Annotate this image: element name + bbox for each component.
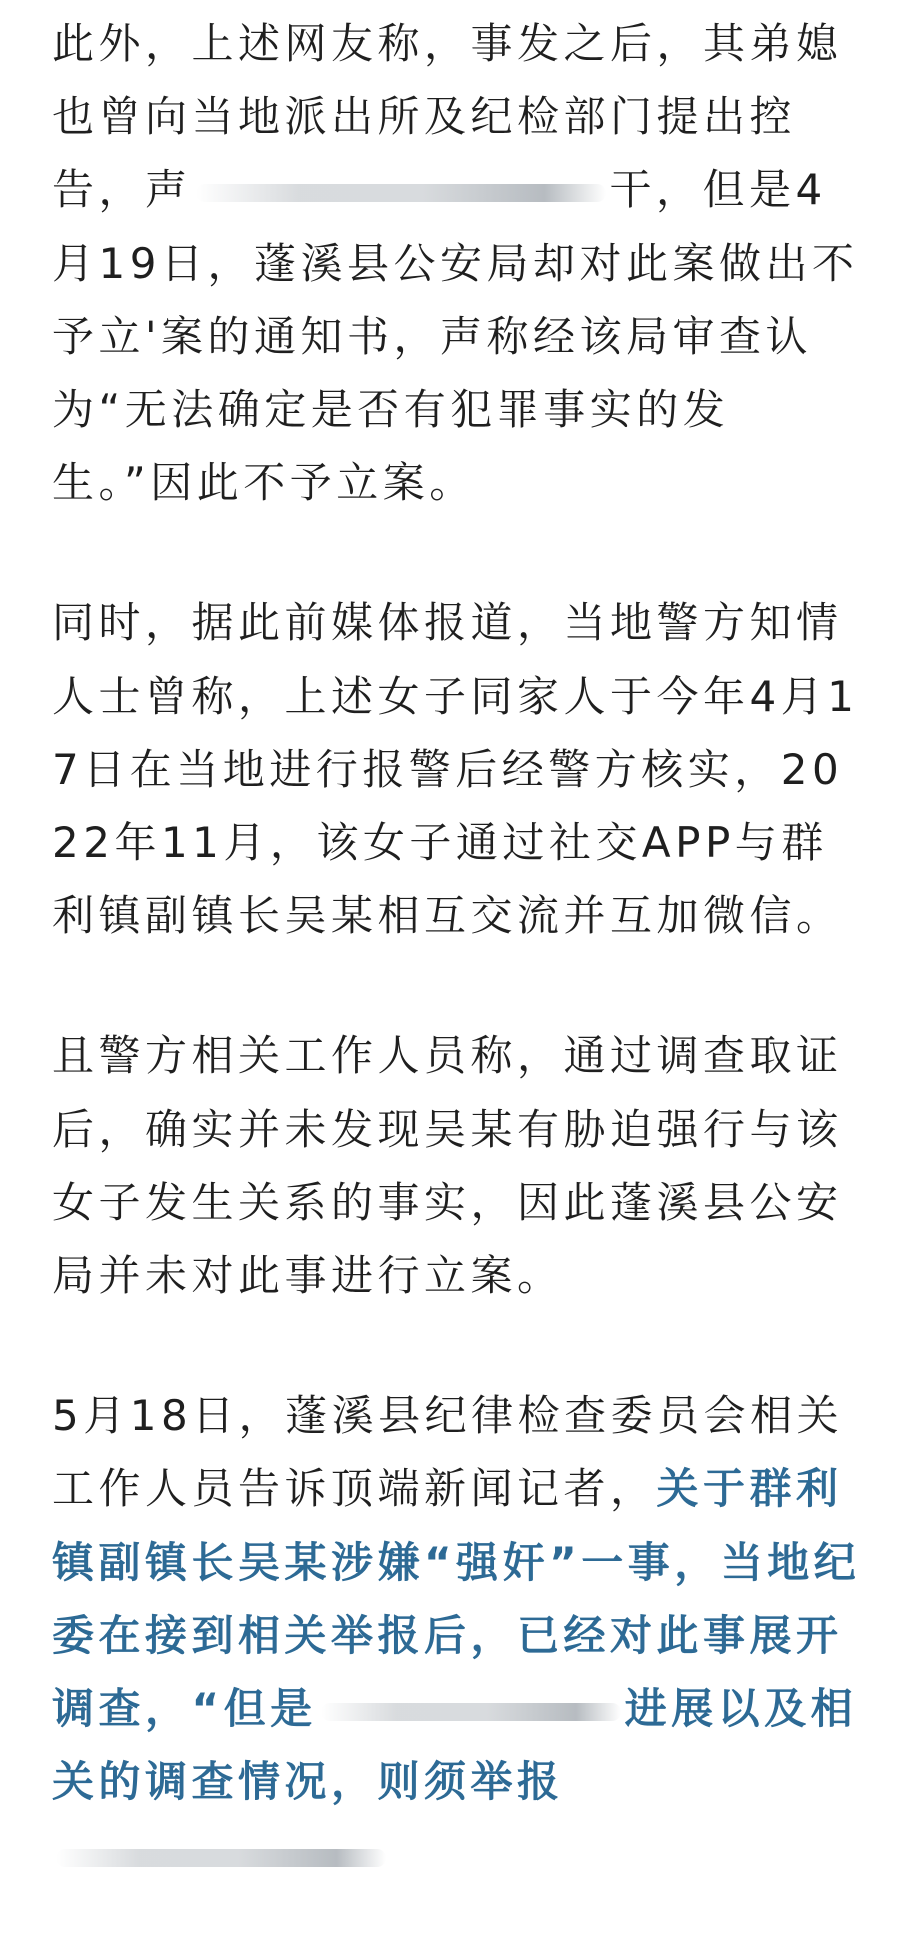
highlighted-quote-b: 进展以及相关的调查情况，则须举报 [52, 1684, 858, 1807]
paragraph-3: 且警方相关工作人员称，通过调查取证后，确实并未发现吴某有胁迫强行与该女子发生关系的事实，因此蓬溪县公安局并未对此事进行立案。 [52, 1031, 843, 1301]
highlighted-quote-a: 关于群利镇副镇长吴某涉嫌“强奸”一事，当地纪委在接到相关举报后，已经对此事展开调查，“但是 [52, 1464, 861, 1734]
paragraph-1-text-a: 此外，上述网友称，事发之后，其弟媳也曾向当地派出所及纪检部门提出控告，声 [52, 19, 843, 215]
redaction-mark [196, 184, 606, 202]
paragraph-1 [52, 7, 872, 519]
article-body [52, 0, 872, 1959]
paragraph-4 [52, 1379, 872, 1891]
paragraph-4-text: 5月18日，蓬溪县纪律检查委员会相关工作人员告诉顶端新闻记者， [52, 1391, 844, 1514]
redaction-mark [321, 1703, 621, 1721]
redaction-mark [56, 1849, 386, 1867]
paragraph-1-text-b: 干，但是4月19日，蓬溪县公安局却对此案做出不予立'案的通知书，声称经该局审查认为“无法确定是否有犯罪事实的发生。”因此不予立案。 [52, 165, 859, 508]
paragraph-2: 同时，据此前媒体报道，当地警方知情人士曾称，上述女子同家人于今年4月17日在当地进行报警后经警方核实，2022年11月，该女子通过社交APP与群利镇副镇长吴某相互交流并互加微信。 [52, 598, 859, 941]
